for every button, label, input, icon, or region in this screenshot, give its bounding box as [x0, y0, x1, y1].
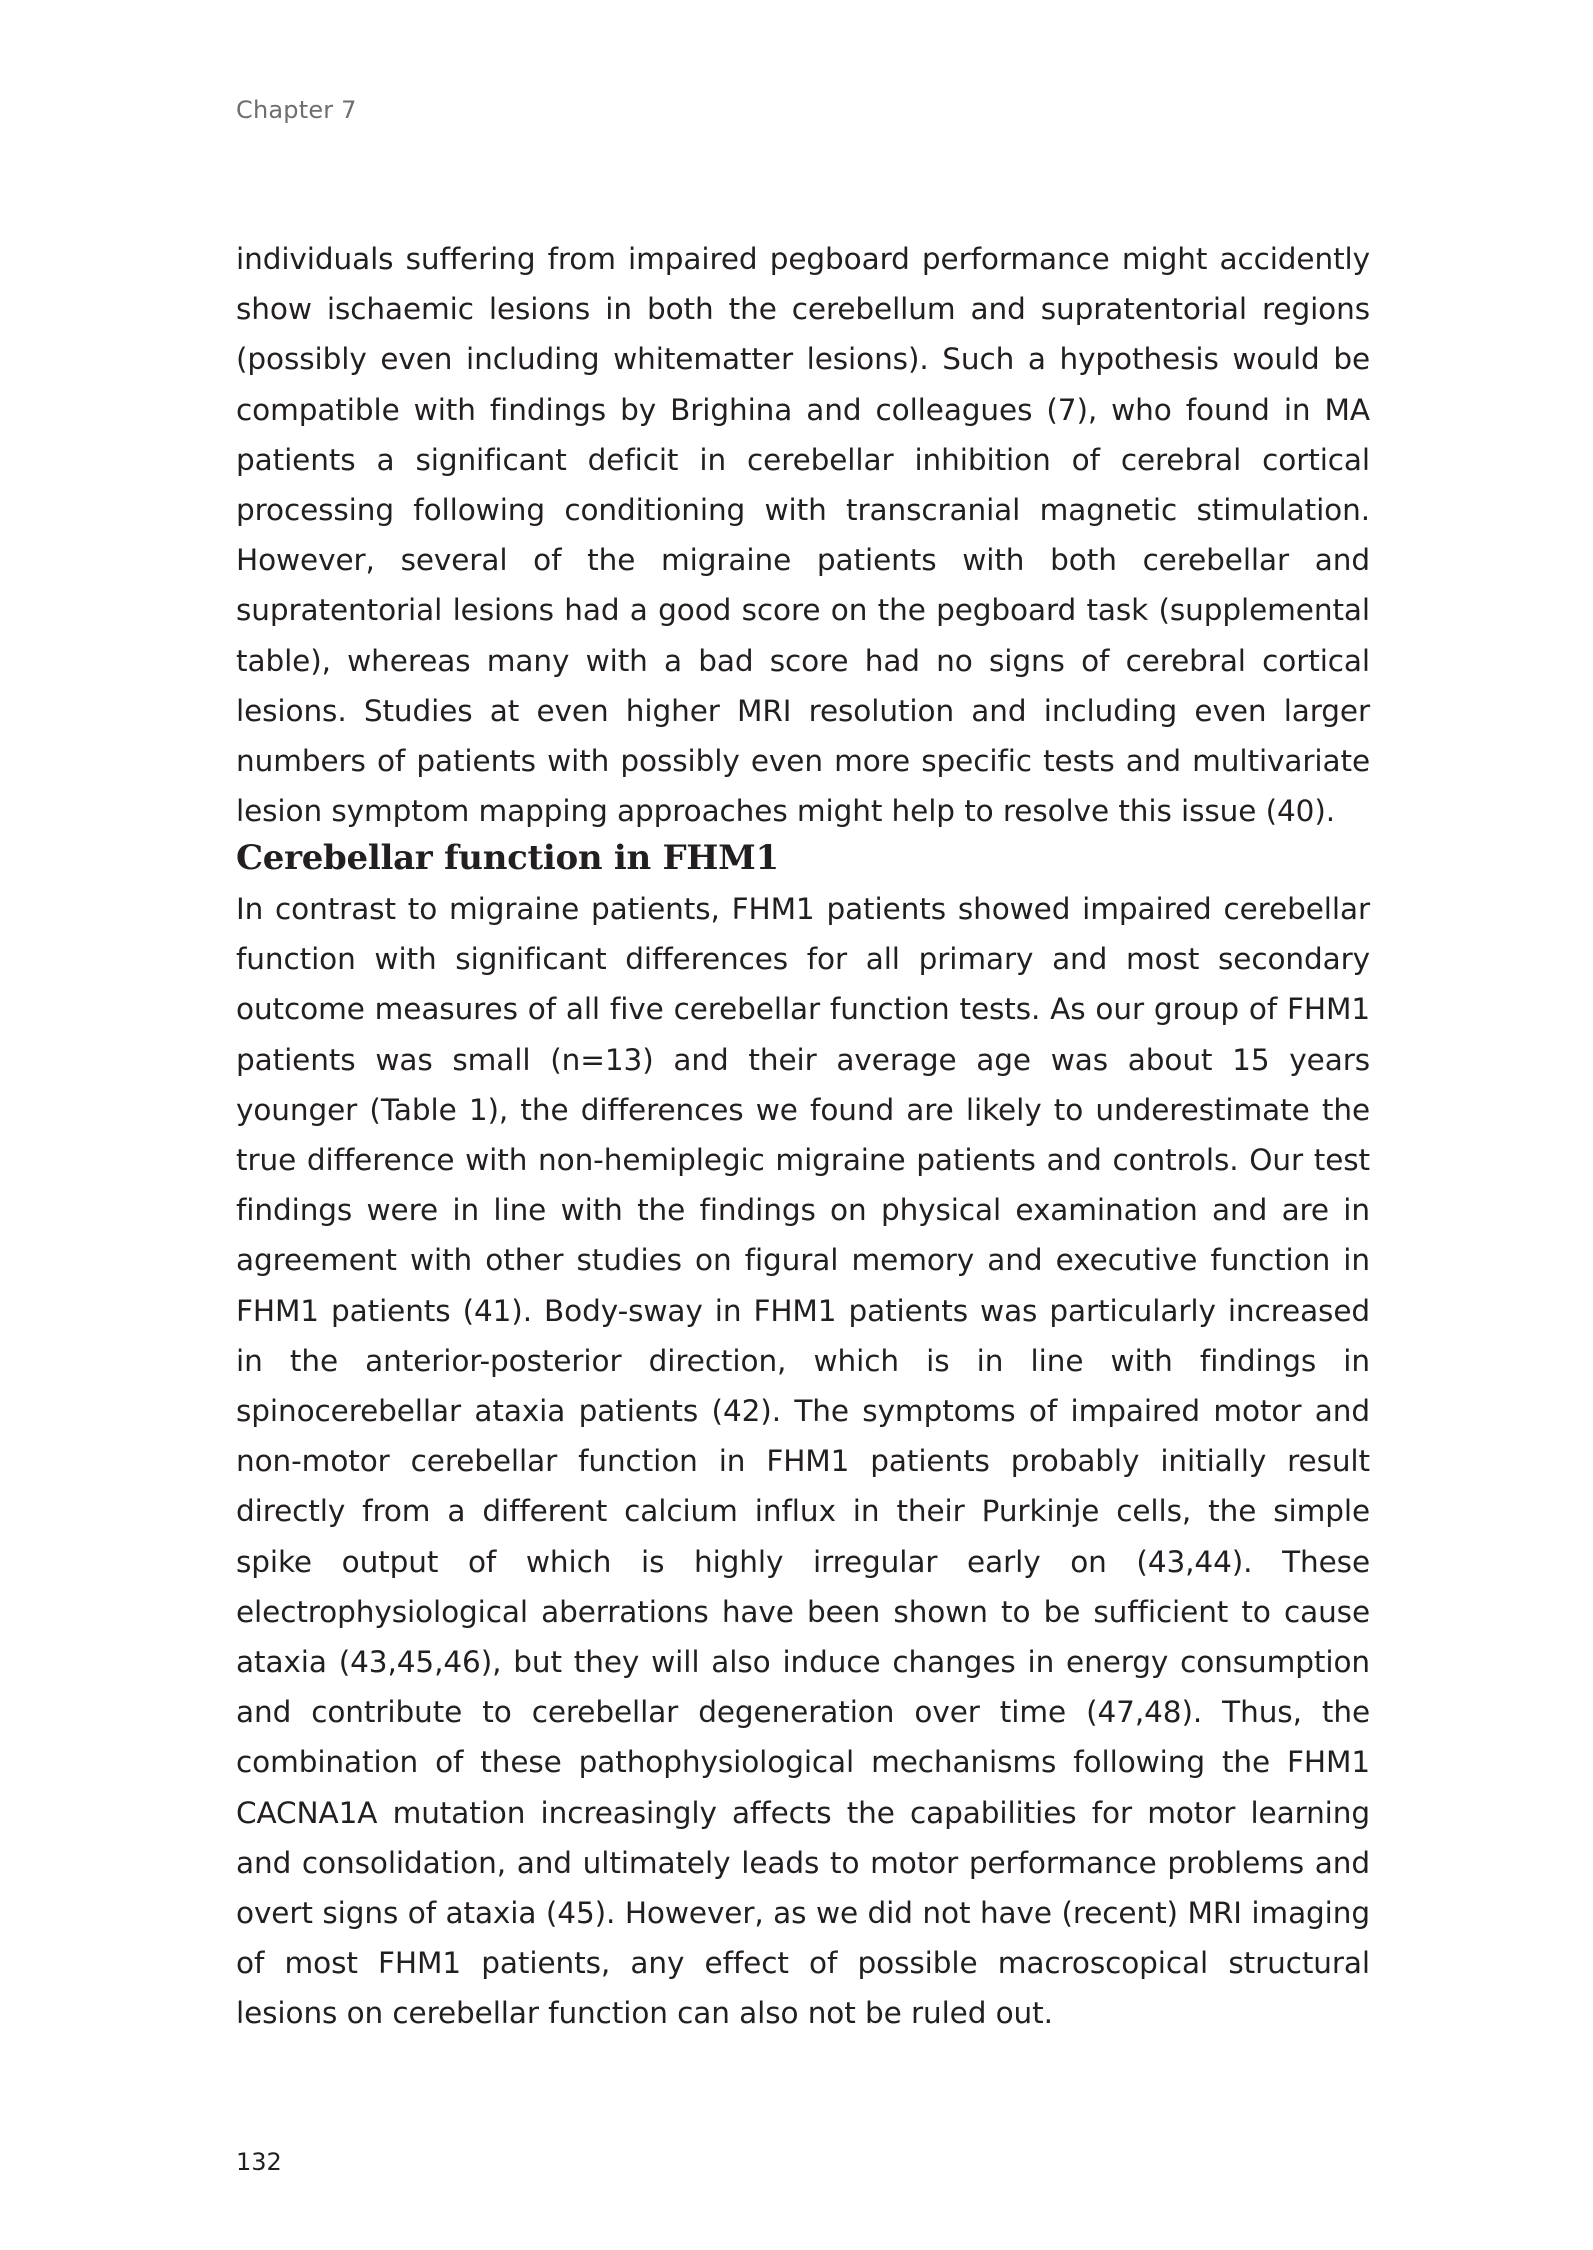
body-paragraph-1: individuals suffering from impaired pegboard performance might accidently show ischaemic lesions in both the cerebellum and supratentorial regions (possibly even including whitematter lesions). Such a hypothesis would be compatible with findings by Brighina and colleagues (7), who found in MA patients a significant deficit in cerebellar inhibition of cerebral cortical processing following conditioning with transcranial magnetic stimulation. However, several of the migraine patients with both cerebellar and supratentorial lesions had a good score on the pegboard task (supplemental table), whereas many with a bad score had no signs of cerebral cortical lesions. Studies at even higher MRI resolution and including even larger numbers of patients with possibly even more specific tests and multivariate lesion symptom mapping approaches might help to resolve this issue (40). — [236, 242, 1370, 829]
section-heading: Cerebellar function in FHM1 — [236, 838, 779, 878]
body-paragraph-2: In contrast to migraine patients, FHM1 patients showed impaired cerebellar function with significant differences for all primary and most secondary outcome measures of all five cerebellar function tests. As our group of FHM1 patients was small (n=13) and their average age was about 15 years younger (Table 1), the differences we found are likely to underestimate the true difference with non-hemiplegic migraine patients and controls. Our test findings were in line with the findings on physical examination and are in agreement with other studies on figural memory and executive function in FHM1 patients (41). Body-sway in FHM1 patients was particularly increased in the anterior-posterior direction, which is in line with findings in spinocerebellar ataxia patients (42). The symptoms of impaired motor and non-motor cerebellar function in FHM1 patients probably initially result directly from a different calcium influx in their Purkinje cells, the simple spike output of which is highly irregular early on (43,44). These electrophysiological aberrations have been shown to be sufficient to cause ataxia (43,45,46), but they will also induce changes in energy consumption and contribute to cerebellar degeneration over time (47,48). Thus, the combination of these pathophysiological mechanisms following the FHM1 CACNA1A mutation increasingly affects the capabilities for motor learning and consolidation, and ultimately leads to motor performance problems and overt signs of ataxia (45). However, as we did not have (recent) MRI imaging of most FHM1 patients, any effect of possible macroscopical structural lesions on cerebellar function can also not be ruled out. — [236, 892, 1370, 2031]
running-header: Chapter 7 — [236, 96, 357, 124]
page-number: 132 — [236, 2148, 282, 2176]
